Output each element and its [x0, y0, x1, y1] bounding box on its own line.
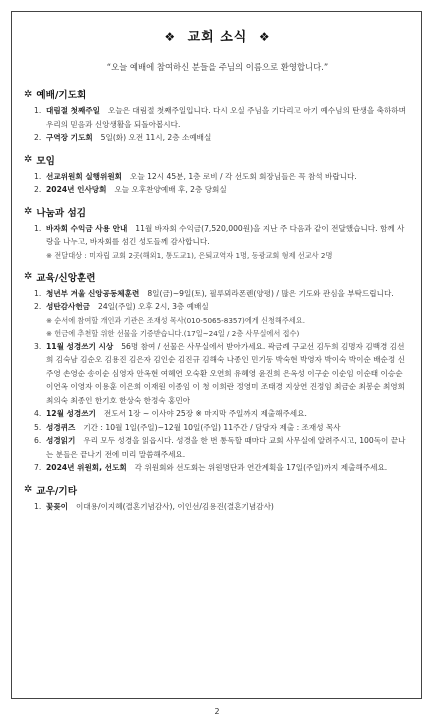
section-sharing	[24, 205, 411, 262]
list-item: 6. 성경읽기 우리 모두 성경을 읽읍시다. 성경을 한 번 통독할 때마다 교회 사무실에 알려주시고, 100독이 끝나는 분들은 끝나기 전에 미리 말씀해주세요.	[34, 436, 406, 459]
item-text: 우리 모두 성경을 읽읍시다. 성경을 한 번 통독할 때마다 교회 사무실에 알려주시고, 100독이 끝나는 분들은 끝나기 전에 미리 말씀해주세요.	[46, 436, 406, 459]
bulletin-frame	[11, 11, 422, 699]
item-label: 선교위원회 실행위원회	[46, 171, 122, 181]
section-heading	[24, 153, 411, 167]
item-label: 바자회 수익금 사용 안내	[46, 223, 128, 233]
section-title: 예배/기도회	[36, 90, 87, 101]
page-number: 2	[214, 707, 220, 716]
list-item: 1. 바자회 수익금 사용 안내 11월 바자회 수익금(7,520,000원)을 지난 주 다음과 같이 전달했습니다. 함께 사랑을 나누고, 바자회를 섬긴 성도들께 감사합니다.	[34, 223, 405, 246]
item-text: 전도서 1장 ~ 이사야 25장 ※ 마지막 주일까지 제출해주세요.	[103, 409, 307, 418]
section-worship	[24, 87, 411, 145]
star-icon: ✲	[24, 484, 33, 495]
list-item: 1. 꽃꽂이 이대용/이지혜(결혼기념감사), 이인선/김용진(결혼기념감사)	[34, 501, 274, 511]
list-item: 4. 12월 성경쓰기 전도서 1장 ~ 이사야 25장 ※ 마지막 주일까지 제출해주세요.	[34, 409, 307, 418]
title-text: 교회 소식	[187, 30, 248, 45]
section-education	[24, 270, 411, 475]
star-icon: ✲	[24, 271, 33, 282]
item-label: 성경퀴즈	[46, 422, 76, 432]
item-text: 5일(화) 오전 11시, 2층 소예배실	[100, 133, 212, 142]
note-text: ※ 전달대상 : 미자립 교회 2곳(해외1, 통도교1), 은퇴교역자 1명, 동광교회 형제 선교사 2명	[46, 250, 333, 260]
section-meetings	[24, 153, 411, 197]
page-title	[24, 26, 411, 45]
section-title: 모임	[36, 155, 55, 167]
item-label: 2024년 인사당회	[46, 185, 107, 194]
list-item: 3. 11월 성경쓰기 시상 56명 참여 / 선물은 사무실에서 받아가세요. 곽금례 구교선 김두희 김명자 김백경 김선희 김숙남 김순오 김용진 김은자 김인순 김진규 김해숙 나종인 민기동 박숙현 박영자 박이숙 박이순 배순정 신주영 손영순 송이순 심영자 안옥현 여혜연 오숙환 오연희 유혜영 윤진희 은옥성 이구순 이순임 이순태 이승순 이연옥 이영자 이용훈 이은희 이재원 이종임 이 청 이희란 정영미 조태경 지상연 진정임 최금순 최봉순 최영희 최의숙 최종인 한기호 한상숙 한정숙 홍민아	[34, 341, 405, 405]
section-heading	[24, 483, 411, 497]
item-label: 성탄감사헌금	[46, 302, 91, 311]
section-heading	[24, 87, 411, 101]
item-text: 오늘은 대림절 첫째주일입니다. 다시 오실 주님을 기다리고 아기 예수님의 탄생을 축하하며 우리의 믿음과 신앙생활을 되돌아봅시다.	[46, 106, 406, 129]
section-title: 교육/신앙훈련	[36, 272, 96, 284]
star-icon: ✲	[24, 88, 33, 100]
item-label: 구역장 기도회	[46, 133, 93, 142]
star-icon: ✲	[24, 206, 33, 217]
item-text: 기간 : 10월 1일(주일)~12월 10일(주일) 11주간 / 담당자 제출 : 조재성 목사	[83, 422, 341, 432]
item-text: 각 위원회와 선도회는 위원명단과 연간계획을 17일(주일)까지 제출해주세요.	[134, 463, 388, 472]
star-icon: ✲	[24, 154, 33, 165]
ornament-left-icon: ❖	[164, 30, 177, 44]
list-item: 2. 구역장 기도회 5일(화) 오전 11시, 2층 소예배실	[34, 133, 212, 142]
list-item: 5. 성경퀴즈 기간 : 10월 1일(주일)~12월 10일(주일) 11주간 / 담당자 제출 : 조재성 목사	[34, 422, 341, 432]
item-label: 대림절 첫째주일	[46, 106, 100, 115]
section-heading	[24, 205, 411, 219]
item-label: 11월 성경쓰기 시상	[46, 341, 114, 351]
list-item: 2. 성탄감사헌금 24일(주일) 오후 2시, 3층 예배실	[34, 302, 209, 311]
section-heading	[24, 270, 411, 284]
list-item: 7. 2024년 위원회, 선도회 각 위원회와 선도회는 위원명단과 연간계획을 17일(주일)까지 제출해주세요.	[34, 463, 388, 472]
item-text: 이대용/이지혜(결혼기념감사), 이인선/김용진(결혼기념감사)	[76, 501, 274, 511]
section-title: 나눔과 섬김	[36, 207, 87, 219]
item-text: 24일(주일) 오후 2시, 3층 예배실	[98, 302, 209, 311]
ornament-right-icon: ❖	[258, 30, 271, 44]
item-label: 12월 성경쓰기	[46, 409, 96, 418]
section-members	[24, 483, 411, 514]
item-label: 꽃꽂이	[46, 501, 69, 511]
item-text: 11월 바자회 수익금(7,520,000원)을 지난 주 다음과 같이 전달했습니다. 함께 사랑을 나누고, 바자회를 섬긴 성도들께 감사합니다.	[46, 223, 405, 246]
item-text: 오늘 12시 45분, 1층 로비 / 각 선도회 회장님들은 꼭 참석 바랍니다.	[130, 171, 357, 181]
item-label: 성경읽기	[46, 436, 76, 445]
welcome-message: “오늘 예배에 참여하신 분들을 주님의 이름으로 환영합니다.”	[106, 62, 329, 72]
item-label: 2024년 위원회, 선도회	[46, 463, 127, 472]
item-text: 56명 참여 / 선물은 사무실에서 받아가세요. 곽금례 구교선 김두희 김명자 김백경 김선희 김숙남 김순오 김용진 김은자 김인순 김진규 김해숙 나종인 민기동 박숙현 박영자 박이숙 박이순 배순정 신주영 손영순 송이순 심영자 안옥현 여혜연 오숙환 오연희 유혜영 윤진희 은옥성 이구순 이순임 이순태 이승순 이연옥 이영자 이용훈 이은희 이재원 이종임 이 청 이희란 정영미 조태경 지상연 진정임 최금순 최봉순 최영희 최의숙 최종인 한기호 한상숙 한정숙 홍민아	[46, 341, 405, 405]
list-item: 1. 청년부 겨울 신앙공동체훈련 8일(금)~9일(토), 필루뫼라폰렌(양평) / 많은 기도와 관심을 부탁드립니다.	[34, 288, 394, 298]
section-title: 교우/기타	[36, 485, 77, 497]
note-text: ※ 헌금에 추천할 위한 선물을 기증받습니다.(17일~24일 / 2층 사무실에서 접수)	[46, 328, 300, 338]
list-item: 2. 2024년 인사당회 오늘 오후찬양예배 후, 2층 당회실	[34, 185, 227, 194]
item-label: 청년부 겨울 신앙공동체훈련	[46, 288, 140, 298]
list-item: 1. 선교위원회 실행위원회 오늘 12시 45분, 1층 로비 / 각 선도회 회장님들은 꼭 참석 바랍니다.	[34, 171, 357, 181]
list-item: 1. 대림절 첫째주일 오늘은 대림절 첫째주일입니다. 다시 오실 주님을 기다리고 아기 예수님의 탄생을 축하하며 우리의 믿음과 신앙생활을 되돌아봅시다.	[34, 106, 406, 129]
note-text: ※ 순서에 참여할 개인과 기관은 조재성 목사(010-5065-8357)에게 신청해주세요.	[46, 315, 305, 325]
item-text: 8일(금)~9일(토), 필루뫼라폰렌(양평) / 많은 기도와 관심을 부탁드립니다.	[147, 288, 394, 298]
item-text: 오늘 오후찬양예배 후, 2층 당회실	[114, 185, 227, 194]
